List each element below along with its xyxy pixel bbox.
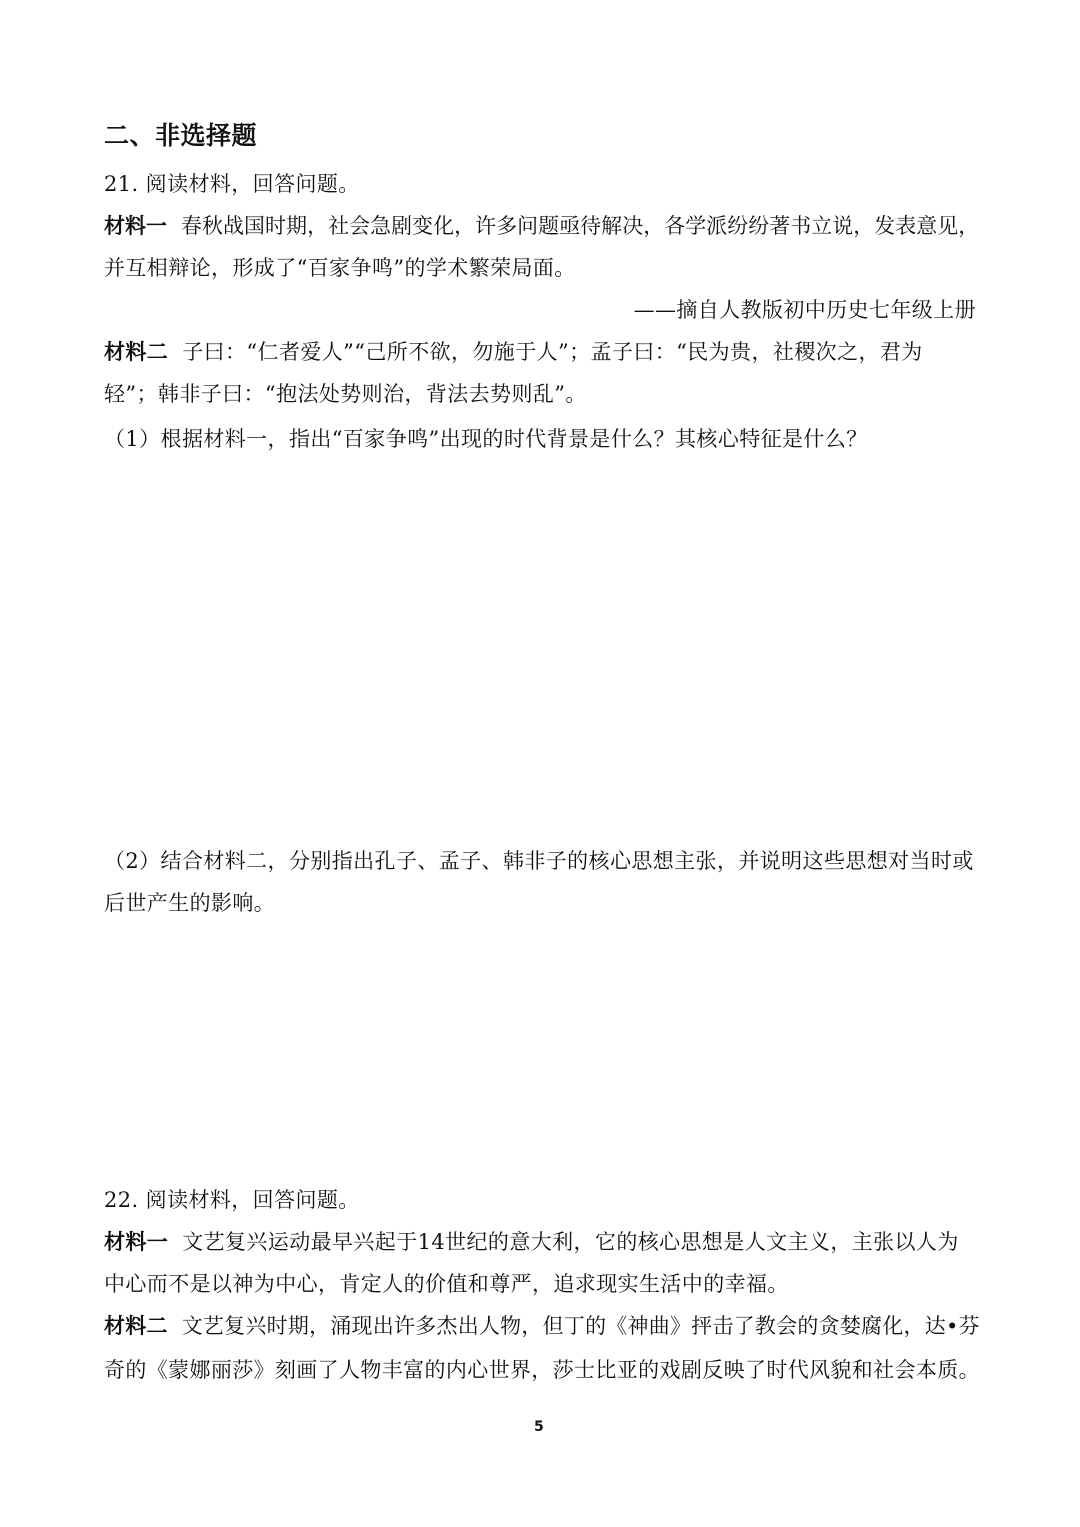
q21-subquestion-2-line-1: （2）结合材料二，分别指出孔子、孟子、韩非子的核心思想主张，并说明这些思想对当时或 [104, 849, 974, 873]
q21-subquestion-1: （1）根据材料一，指出“百家争鸣”出现的时代背景是什么？其核心特征是什么？ [104, 427, 868, 451]
q22-material-2-label: 材料二 [104, 1313, 168, 1338]
q21-subquestion-2-line-2: 后世产生的影响。 [104, 891, 276, 915]
q21-material-1-label: 材料一 [104, 213, 168, 238]
q22-material-1-line-1 [104, 1228, 959, 1256]
q22-material-1-text-1: 文艺复兴运动最早兴起于14世纪的意大利，它的核心思想是人文主义，主张以人为 [182, 1230, 959, 1254]
q21-stem: 21. 阅读材料，回答问题。 [104, 172, 360, 196]
page-number: 5 [534, 1419, 544, 1435]
q22-stem: 22. 阅读材料，回答问题。 [104, 1188, 360, 1212]
q22-material-1-line-2: 中心而不是以神为中心，肯定人的价值和尊严，追求现实生活中的幸福。 [104, 1272, 789, 1296]
q21-material-1-line-1 [104, 212, 979, 240]
q22-material-2-line-1 [104, 1312, 980, 1340]
q22-material-2-text-1: 文艺复兴时期，涌现出许多杰出人物，但丁的《神曲》抨击了教会的贪婪腐化，达•芬 [181, 1314, 980, 1338]
q22-material-1-label: 材料一 [104, 1229, 169, 1254]
q21-material-1-text-1: 春秋战国时期，社会急剧变化，许多问题亟待解决，各学派纷纷著书立说，发表意见， [181, 214, 980, 238]
q21-material-2-text-1: 子曰：“仁者爱人”“己所不欲，勿施于人”；孟子曰：“民为贵，社稷次之，君为 [182, 340, 923, 364]
q21-material-2-line-2: 轻”；韩非子曰：“抱法处势则治，背法去势则乱”。 [104, 382, 587, 406]
q21-material-2-label: 材料二 [104, 339, 169, 364]
q21-material-1-source: ——摘自人教版初中历史七年级上册 [633, 298, 976, 322]
q21-material-1-line-2: 并互相辩论，形成了“百家争鸣”的学术繁荣局面。 [104, 256, 576, 280]
section-title: 二、非选择题 [104, 121, 258, 150]
q22-material-2-line-2: 奇的《蒙娜丽莎》刻画了人物丰富的内心世界，莎士比亚的戏剧反映了时代风貌和社会本质。 [104, 1358, 980, 1382]
q21-material-2-line-1 [104, 338, 923, 366]
